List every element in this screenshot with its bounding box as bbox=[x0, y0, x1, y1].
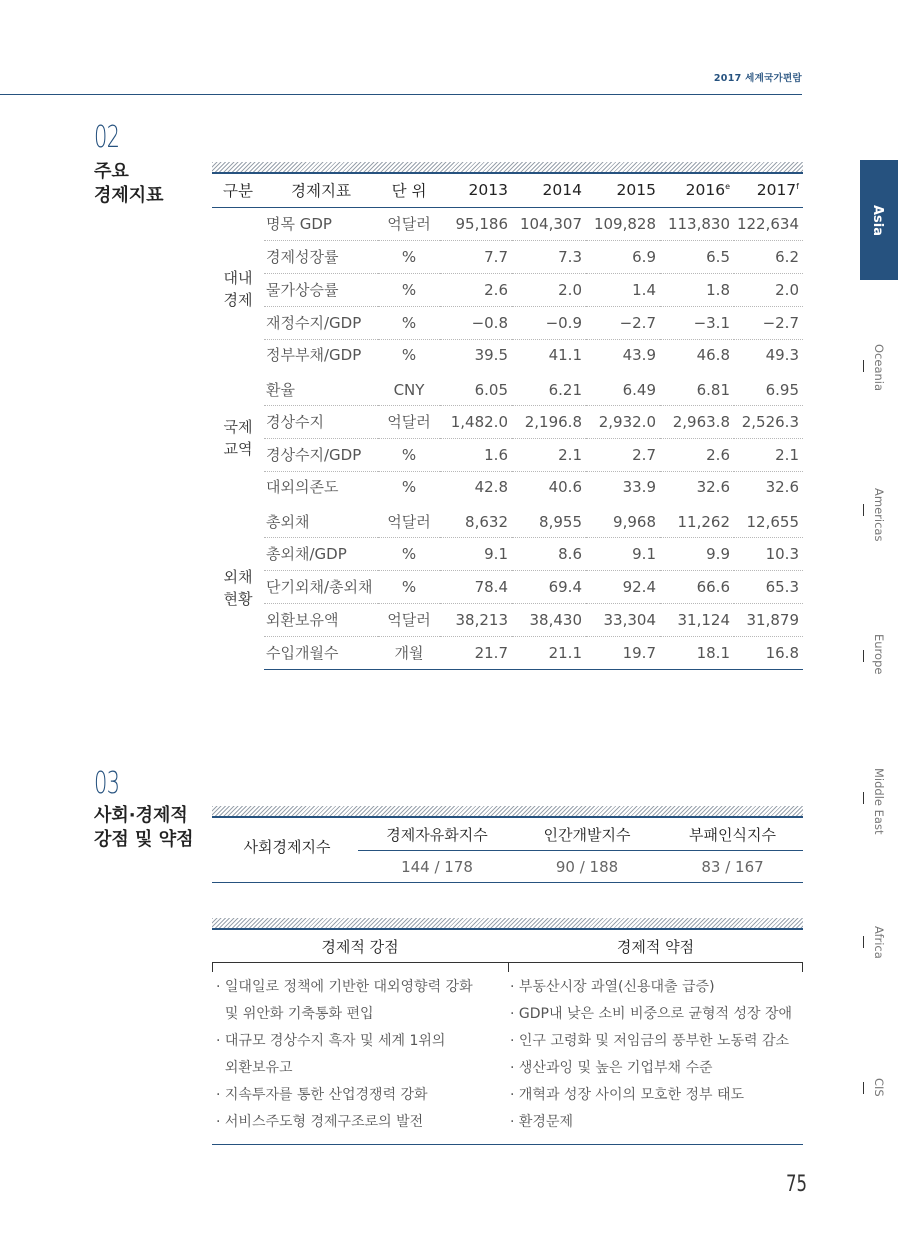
value-cell: −2.7 bbox=[734, 306, 803, 339]
value-cell: 40.6 bbox=[512, 471, 586, 504]
group-label-line2: 교역 bbox=[223, 440, 253, 458]
group-label-line1: 국제 bbox=[223, 418, 253, 436]
list-item: · 서비스주도형 경제구조로의 발전 bbox=[216, 1114, 424, 1130]
col-2013: 2013 bbox=[440, 174, 512, 207]
value-cell: 2,932.0 bbox=[586, 405, 660, 438]
list-item: · 인구 고령화 및 저임금의 풍부한 노동력 감소 bbox=[510, 1033, 790, 1049]
indicator-name: 물가상승률 bbox=[264, 273, 378, 306]
value-cell: 2.6 bbox=[440, 273, 512, 306]
value-cell: 2,526.3 bbox=[734, 405, 803, 438]
value-cell: 2.1 bbox=[734, 438, 803, 471]
list-item: · 일대일로 정책에 기반한 대외영향력 강화 bbox=[216, 979, 473, 995]
list-item: · 환경문제 bbox=[510, 1114, 573, 1130]
value-cell: 2.6 bbox=[660, 438, 734, 471]
hatch-band bbox=[212, 162, 803, 172]
value-cell: 1.6 bbox=[440, 438, 512, 471]
mid-tick bbox=[508, 962, 509, 972]
unit-cell: % bbox=[378, 339, 440, 372]
tab-tick bbox=[863, 792, 864, 804]
index-header-1: 경제자유화지수 bbox=[386, 826, 488, 844]
side-tab-africa[interactable] bbox=[860, 926, 898, 1006]
section-title-line2: 강점 및 약점 bbox=[94, 829, 194, 850]
list-item: · 지속투자를 통한 산업경쟁력 강화 bbox=[216, 1087, 428, 1103]
index-header-2: 인간개발지수 bbox=[543, 826, 631, 844]
value-cell: 2.0 bbox=[734, 273, 803, 306]
table-row bbox=[212, 636, 803, 669]
value-cell: 2,196.8 bbox=[512, 405, 586, 438]
value-cell: 2,963.8 bbox=[660, 405, 734, 438]
indicator-name: 총외채/GDP bbox=[264, 537, 378, 570]
group-label bbox=[212, 267, 264, 311]
group-label-line2: 경제 bbox=[223, 290, 253, 309]
indicator-name: 경상수지/GDP bbox=[264, 438, 378, 471]
group-label-line1: 외채 bbox=[223, 567, 253, 586]
table-row bbox=[212, 240, 803, 273]
tab-tick bbox=[863, 1082, 864, 1094]
value-cell: 10.3 bbox=[734, 537, 803, 570]
value-cell: 33,304 bbox=[586, 603, 660, 636]
value-cell: 92.4 bbox=[586, 570, 660, 603]
index-row-label: 사회경제지수 bbox=[243, 838, 331, 856]
value-cell: 32.6 bbox=[660, 471, 734, 504]
indicator-name: 정부부채/GDP bbox=[264, 339, 378, 372]
group-label-cell bbox=[212, 207, 264, 372]
value-cell: 65.3 bbox=[734, 570, 803, 603]
value-cell: 7.7 bbox=[440, 240, 512, 273]
value-cell: 43.9 bbox=[586, 339, 660, 372]
strengths-header: 경제적 강점 bbox=[321, 938, 399, 956]
list-item: · 부동산시장 과열(신용대출 급증) bbox=[510, 979, 715, 995]
section-title bbox=[94, 804, 193, 852]
left-tick bbox=[212, 962, 213, 972]
col-unit: 단 위 bbox=[378, 174, 440, 207]
header-title: 2017 세계국가편람 bbox=[713, 73, 802, 84]
section-title bbox=[94, 160, 164, 208]
side-tab-label: Africa bbox=[872, 926, 886, 959]
unit-cell: 억달러 bbox=[378, 405, 440, 438]
unit-cell: % bbox=[378, 537, 440, 570]
weaknesses-header: 경제적 약점 bbox=[616, 938, 695, 956]
side-tab-europe[interactable] bbox=[860, 634, 898, 714]
table-row bbox=[212, 603, 803, 636]
unit-cell: % bbox=[378, 471, 440, 504]
table-row bbox=[212, 471, 803, 504]
table-row bbox=[212, 207, 803, 240]
col-2017: 2017$^f$ bbox=[734, 174, 803, 207]
side-tab-americas[interactable] bbox=[860, 488, 898, 568]
right-tick bbox=[802, 962, 803, 972]
value-cell: 6.9 bbox=[586, 240, 660, 273]
list-item: · 대규모 경상수지 흑자 및 세계 1위의 bbox=[216, 1033, 446, 1049]
indicator-name: 외환보유액 bbox=[264, 603, 378, 636]
value-cell: 9.1 bbox=[440, 537, 512, 570]
side-tab-middle-east[interactable] bbox=[860, 768, 898, 848]
index-value-2: 90 / 188 bbox=[555, 858, 619, 876]
unit-cell: % bbox=[378, 438, 440, 471]
value-cell: 32.6 bbox=[734, 471, 803, 504]
unit-cell: % bbox=[378, 273, 440, 306]
value-cell: −3.1 bbox=[660, 306, 734, 339]
value-cell: 9,968 bbox=[586, 504, 660, 537]
value-cell: 2.7 bbox=[586, 438, 660, 471]
value-cell: 2.1 bbox=[512, 438, 586, 471]
table-row bbox=[212, 339, 803, 372]
list-item: · GDP내 낮은 소비 비중으로 균형적 성장 장애 bbox=[510, 1006, 793, 1022]
tab-tick bbox=[863, 360, 864, 372]
index-value-3: 83 / 167 bbox=[701, 858, 764, 876]
unit-cell: CNY bbox=[378, 372, 440, 405]
table-header-row bbox=[212, 174, 803, 207]
value-cell: 6.05 bbox=[440, 372, 512, 405]
indicator-name: 단기외채/총외채 bbox=[264, 570, 378, 603]
value-cell: 6.21 bbox=[512, 372, 586, 405]
col-2014: 2014 bbox=[512, 174, 586, 207]
tab-tick bbox=[863, 504, 864, 516]
hatch-band bbox=[212, 918, 803, 928]
value-cell: −2.7 bbox=[586, 306, 660, 339]
section-title-line1: 주요 bbox=[94, 161, 129, 182]
value-cell: 6.5 bbox=[660, 240, 734, 273]
strengths-list bbox=[216, 974, 506, 1136]
side-tab-label: Asia bbox=[870, 205, 885, 237]
value-cell: 6.81 bbox=[660, 372, 734, 405]
table-row bbox=[212, 504, 803, 537]
side-tab-oceania[interactable] bbox=[860, 344, 898, 424]
indicator-name: 경상수지 bbox=[264, 405, 378, 438]
value-cell: 1.4 bbox=[586, 273, 660, 306]
value-cell: 6.49 bbox=[586, 372, 660, 405]
indicator-name: 명목 GDP bbox=[264, 207, 378, 240]
page-number: 75 bbox=[786, 1172, 807, 1197]
indicator-name: 총외채 bbox=[264, 504, 378, 537]
group-label-cell bbox=[212, 372, 264, 504]
value-cell: 31,124 bbox=[660, 603, 734, 636]
strength-top-rule bbox=[212, 928, 803, 930]
value-cell: 78.4 bbox=[440, 570, 512, 603]
value-cell: 42.8 bbox=[440, 471, 512, 504]
col-2016: 2016e bbox=[660, 174, 734, 207]
value-cell: 38,213 bbox=[440, 603, 512, 636]
table-row bbox=[212, 537, 803, 570]
value-cell: 1.8 bbox=[660, 273, 734, 306]
value-cell: 11,262 bbox=[660, 504, 734, 537]
table-row bbox=[212, 306, 803, 339]
value-cell: 69.4 bbox=[512, 570, 586, 603]
table-row bbox=[212, 405, 803, 438]
value-cell: 41.1 bbox=[512, 339, 586, 372]
tab-tick bbox=[863, 936, 864, 948]
index-top-rule bbox=[212, 816, 803, 818]
indicator-name: 수입개월수 bbox=[264, 636, 378, 669]
value-cell: 21.1 bbox=[512, 636, 586, 669]
group-label-line2: 현황 bbox=[223, 589, 253, 608]
value-cell: 1,482.0 bbox=[440, 405, 512, 438]
side-tab-asia[interactable] bbox=[860, 160, 898, 280]
value-cell: 46.8 bbox=[660, 339, 734, 372]
side-tab-label: Middle East bbox=[872, 768, 886, 835]
economic-indicator-table bbox=[212, 174, 803, 670]
col-2015: 2015 bbox=[586, 174, 660, 207]
group-label bbox=[212, 416, 264, 460]
col-category: 구분 bbox=[212, 174, 264, 207]
unit-cell: 억달러 bbox=[378, 207, 440, 240]
section-title-line2: 경제지표 bbox=[94, 185, 164, 206]
list-item: · 생산과잉 및 높은 기업부채 수준 bbox=[510, 1060, 713, 1076]
value-cell: 33.9 bbox=[586, 471, 660, 504]
value-cell: 12,655 bbox=[734, 504, 803, 537]
value-cell: 38,430 bbox=[512, 603, 586, 636]
section-number: 02 bbox=[94, 120, 120, 155]
value-cell: 18.1 bbox=[660, 636, 734, 669]
index-header-3: 부패인식지수 bbox=[689, 826, 776, 844]
value-cell: 8.6 bbox=[512, 537, 586, 570]
list-item: 및 위안화 기축통화 편입 bbox=[216, 1006, 374, 1022]
value-cell: 49.3 bbox=[734, 339, 803, 372]
indicator-name: 환율 bbox=[264, 372, 378, 405]
group-label bbox=[212, 566, 264, 610]
index-header-rule bbox=[358, 850, 803, 851]
value-cell: 31,879 bbox=[734, 603, 803, 636]
list-item: · 개혁과 성장 사이의 모호한 정부 태도 bbox=[510, 1087, 745, 1103]
table-row bbox=[212, 273, 803, 306]
unit-cell: 억달러 bbox=[378, 504, 440, 537]
col-indicator: 경제지표 bbox=[264, 174, 378, 207]
value-cell: 113,830 bbox=[660, 207, 734, 240]
side-tab-label: CIS bbox=[872, 1078, 886, 1097]
value-cell: 9.9 bbox=[660, 537, 734, 570]
value-cell: 109,828 bbox=[586, 207, 660, 240]
value-cell: 66.6 bbox=[660, 570, 734, 603]
index-bottom-rule bbox=[212, 882, 803, 883]
value-cell: 6.2 bbox=[734, 240, 803, 273]
value-cell: 7.3 bbox=[512, 240, 586, 273]
value-cell: 21.7 bbox=[440, 636, 512, 669]
value-cell: −0.9 bbox=[512, 306, 586, 339]
unit-cell: % bbox=[378, 306, 440, 339]
value-cell: −0.8 bbox=[440, 306, 512, 339]
value-cell: 2.0 bbox=[512, 273, 586, 306]
side-tab-label: Oceania bbox=[872, 344, 886, 392]
side-tab-label: Americas bbox=[872, 488, 886, 542]
section-number: 03 bbox=[94, 766, 120, 801]
group-label-cell bbox=[212, 504, 264, 669]
value-cell: 6.95 bbox=[734, 372, 803, 405]
value-cell: 104,307 bbox=[512, 207, 586, 240]
value-cell: 39.5 bbox=[440, 339, 512, 372]
section-title-line1: 사회·경제적 bbox=[94, 805, 188, 826]
value-cell: 95,186 bbox=[440, 207, 512, 240]
unit-cell: % bbox=[378, 570, 440, 603]
unit-cell: 개월 bbox=[378, 636, 440, 669]
hatch-band bbox=[212, 806, 803, 816]
list-item: 외환보유고 bbox=[216, 1060, 293, 1076]
group-label-line1: 대내 bbox=[223, 268, 253, 287]
weaknesses-list bbox=[510, 974, 803, 1136]
side-tab-label: Europe bbox=[872, 634, 886, 675]
value-cell: 8,955 bbox=[512, 504, 586, 537]
value-cell: 122,634 bbox=[734, 207, 803, 240]
value-cell: 9.1 bbox=[586, 537, 660, 570]
value-cell: 19.7 bbox=[586, 636, 660, 669]
side-tab-cis[interactable] bbox=[860, 1078, 898, 1158]
value-cell: 8,632 bbox=[440, 504, 512, 537]
unit-cell: % bbox=[378, 240, 440, 273]
indicator-name: 경제성장률 bbox=[264, 240, 378, 273]
header-rule bbox=[0, 94, 802, 95]
value-cell: 16.8 bbox=[734, 636, 803, 669]
tab-tick bbox=[863, 650, 864, 662]
index-value-1: 144 / 178 bbox=[401, 858, 473, 876]
table-row bbox=[212, 570, 803, 603]
indicator-name: 대외의존도 bbox=[264, 471, 378, 504]
table-row bbox=[212, 372, 803, 405]
indicator-name: 재정수지/GDP bbox=[264, 306, 378, 339]
unit-cell: 억달러 bbox=[378, 603, 440, 636]
table-row bbox=[212, 438, 803, 471]
bottom-rule bbox=[212, 1144, 803, 1145]
